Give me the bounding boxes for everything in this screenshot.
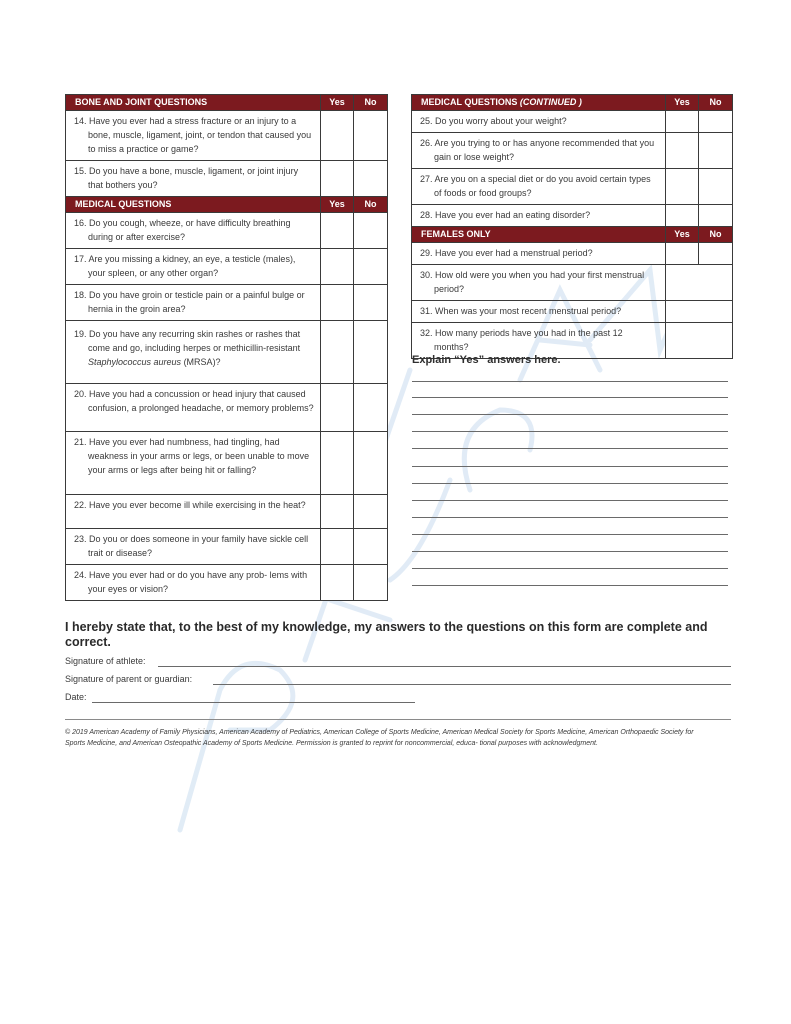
- bone-joint-header-row: [66, 95, 388, 111]
- question-row: [66, 529, 388, 565]
- answer-line[interactable]: [412, 500, 728, 501]
- no-checkbox[interactable]: [354, 565, 388, 601]
- question-row: [412, 111, 733, 133]
- answer-line[interactable]: [412, 397, 728, 398]
- no-column-header: No: [354, 95, 388, 111]
- attestation-statement: I hereby state that, to the best of my knowledge, my answers to the questions on this form are complete and correct.: [65, 620, 708, 649]
- question-23: 23. Do you or does someone in your family have sickle cell trait or disease?: [66, 529, 321, 565]
- question-row: [412, 301, 733, 323]
- answer-line[interactable]: [412, 483, 728, 484]
- yes-checkbox[interactable]: [666, 111, 699, 133]
- medical-header: MEDICAL QUESTIONS: [66, 197, 321, 213]
- no-checkbox[interactable]: [699, 243, 733, 265]
- question-row: [412, 265, 733, 301]
- question-row: [66, 432, 388, 495]
- date-line[interactable]: [92, 702, 415, 703]
- question-row: [66, 111, 388, 161]
- continued-label: (CONTINUED ): [519, 97, 582, 107]
- athlete-signature-label: Signature of athlete:: [65, 656, 146, 666]
- yes-checkbox[interactable]: [321, 285, 354, 321]
- answer-line[interactable]: [412, 585, 728, 586]
- answer-line[interactable]: [412, 466, 728, 467]
- no-checkbox[interactable]: [354, 384, 388, 432]
- answer-field[interactable]: [666, 265, 733, 301]
- question-row: [412, 205, 733, 227]
- medical-continued-header-text: MEDICAL QUESTIONS: [421, 97, 518, 107]
- females-only-header: FEMALES ONLY: [412, 227, 666, 243]
- question-32: 32. How many periods have you had in the past 12 months?: [412, 323, 666, 359]
- answer-field[interactable]: [666, 301, 733, 323]
- question-row: [66, 495, 388, 529]
- yes-checkbox[interactable]: [321, 432, 354, 495]
- question-19-text: 19. Do you have any recurring skin rashes or rashes that come and go, including herpes or methicillin-resistant: [74, 329, 301, 353]
- no-checkbox[interactable]: [354, 285, 388, 321]
- no-checkbox[interactable]: [354, 213, 388, 249]
- yes-checkbox[interactable]: [666, 133, 699, 169]
- question-24: 24. Have you ever had or do you have any prob- lems with your eyes or vision?: [66, 565, 321, 601]
- athlete-signature-line[interactable]: [158, 666, 731, 667]
- question-19-suffix: (MRSA)?: [181, 357, 221, 367]
- left-questions-table: [65, 94, 388, 601]
- no-checkbox[interactable]: [699, 111, 733, 133]
- yes-checkbox[interactable]: [666, 169, 699, 205]
- yes-checkbox[interactable]: [666, 243, 699, 265]
- question-row: [66, 285, 388, 321]
- answer-line[interactable]: [412, 431, 728, 432]
- no-column-header: No: [699, 95, 733, 111]
- copyright-footer: © 2019 American Academy of Family Physicians, American Academy of Pediatrics, American College of Sports Medicine, American Medical Society for Sports Medicine, American Orthopaedic Society for Sports Medicine, and American Osteopathic Academy of Sports Medicine. Permission is granted to reprint for noncommercial, educa- tional purposes with acknowledgment.: [65, 729, 694, 747]
- yes-checkbox[interactable]: [321, 384, 354, 432]
- no-checkbox[interactable]: [699, 133, 733, 169]
- yes-checkbox[interactable]: [321, 321, 354, 384]
- no-checkbox[interactable]: [354, 161, 388, 197]
- females-header-row: [412, 227, 733, 243]
- question-31: 31. When was your most recent menstrual period?: [412, 301, 666, 323]
- right-questions-table: [411, 94, 733, 359]
- question-26: 26. Are you trying to or has anyone recommended that you gain or lose weight?: [412, 133, 666, 169]
- medical-continued-header-row: [412, 95, 733, 111]
- answer-field[interactable]: [666, 323, 733, 359]
- yes-checkbox[interactable]: [321, 111, 354, 161]
- question-19-organism: Staphylococcus aureus: [88, 357, 182, 367]
- question-row: [66, 565, 388, 601]
- answer-line[interactable]: [412, 534, 728, 535]
- question-row: [412, 133, 733, 169]
- yes-checkbox[interactable]: [321, 529, 354, 565]
- question-row: [412, 169, 733, 205]
- question-25: 25. Do you worry about your weight?: [412, 111, 666, 133]
- yes-column-header: Yes: [666, 227, 699, 243]
- answer-line[interactable]: [412, 568, 728, 569]
- question-row: [412, 243, 733, 265]
- yes-checkbox[interactable]: [321, 565, 354, 601]
- question-21: 21. Have you ever had numbness, had tingling, had weakness in your arms or legs, or been unable to move your arms or legs after being hit or falling?: [66, 432, 321, 495]
- question-19: [66, 321, 321, 384]
- yes-checkbox[interactable]: [321, 249, 354, 285]
- yes-checkbox[interactable]: [321, 161, 354, 197]
- answer-line[interactable]: [412, 448, 728, 449]
- yes-checkbox[interactable]: [321, 213, 354, 249]
- question-row: [66, 384, 388, 432]
- yes-column-header: Yes: [666, 95, 699, 111]
- question-18: 18. Do you have groin or testicle pain or a painful bulge or hernia in the groin area?: [66, 285, 321, 321]
- answer-line[interactable]: [412, 381, 728, 382]
- question-16: 16. Do you cough, wheeze, or have difficulty breathing during or after exercise?: [66, 213, 321, 249]
- no-checkbox[interactable]: [354, 432, 388, 495]
- question-17: 17. Are you missing a kidney, an eye, a testicle (males), your spleen, or any other organ?: [66, 249, 321, 285]
- no-column-header: No: [699, 227, 733, 243]
- question-row: [66, 213, 388, 249]
- question-28: 28. Have you ever had an eating disorder?: [412, 205, 666, 227]
- no-checkbox[interactable]: [354, 529, 388, 565]
- question-20: 20. Have you had a concussion or head injury that caused confusion, a prolonged headache, or memory problems?: [66, 384, 321, 432]
- medical-continued-header: [412, 95, 666, 111]
- no-column-header: No: [354, 197, 388, 213]
- question-row: [66, 249, 388, 285]
- answer-line[interactable]: [412, 517, 728, 518]
- yes-checkbox[interactable]: [666, 205, 699, 227]
- no-checkbox[interactable]: [354, 111, 388, 161]
- no-checkbox[interactable]: [354, 495, 388, 529]
- question-14: 14. Have you ever had a stress fracture or an injury to a bone, muscle, ligament, joint, or tendon that caused you to miss a practice or game?: [66, 111, 321, 161]
- parent-signature-label: Signature of parent or guardian:: [65, 674, 193, 684]
- question-row: [66, 161, 388, 197]
- bone-joint-header: BONE AND JOINT QUESTIONS: [66, 95, 321, 111]
- question-15: 15. Do you have a bone, muscle, ligament, or joint injury that bothers you?: [66, 161, 321, 197]
- yes-checkbox[interactable]: [321, 495, 354, 529]
- footer-divider: [65, 719, 731, 720]
- no-checkbox[interactable]: [354, 321, 388, 384]
- question-row: [66, 321, 388, 384]
- no-checkbox[interactable]: [699, 169, 733, 205]
- no-checkbox[interactable]: [354, 249, 388, 285]
- question-30: 30. How old were you when you had your first menstrual period?: [412, 265, 666, 301]
- medical-header-row: [66, 197, 388, 213]
- question-22: 22. Have you ever become ill while exercising in the heat?: [66, 495, 321, 529]
- answer-line[interactable]: [412, 551, 728, 552]
- question-27: 27. Are you on a special diet or do you avoid certain types of foods or food groups?: [412, 169, 666, 205]
- explain-heading: Explain “Yes” answers here.: [412, 354, 561, 366]
- yes-column-header: Yes: [321, 95, 354, 111]
- no-checkbox[interactable]: [699, 205, 733, 227]
- parent-signature-line[interactable]: [213, 684, 731, 685]
- yes-column-header: Yes: [321, 197, 354, 213]
- answer-line[interactable]: [412, 414, 728, 415]
- date-label: Date:: [65, 692, 87, 702]
- question-29: 29. Have you ever had a menstrual period?: [412, 243, 666, 265]
